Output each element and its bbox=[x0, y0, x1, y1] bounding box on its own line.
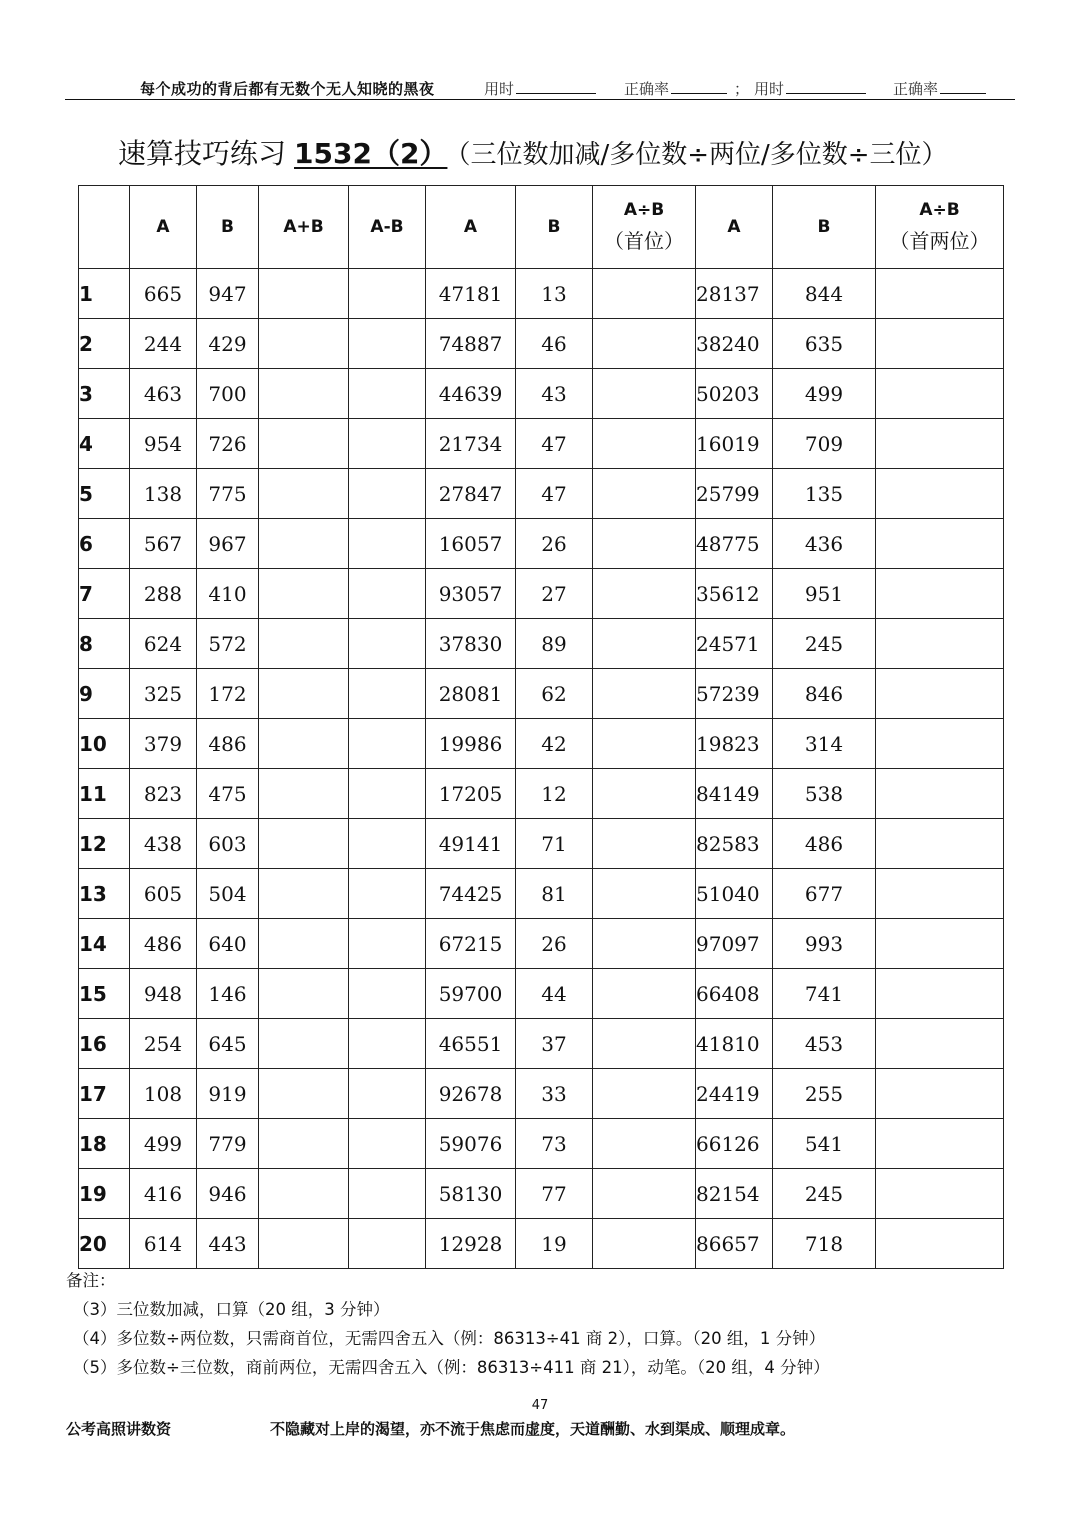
cell-a3: 66126 bbox=[696, 1119, 773, 1169]
table-row bbox=[79, 619, 1004, 669]
row-index: 5 bbox=[79, 469, 130, 519]
cell-a3: 38240 bbox=[696, 319, 773, 369]
cell-b2: 13 bbox=[516, 269, 593, 319]
row-index: 4 bbox=[79, 419, 130, 469]
table-row bbox=[79, 1019, 1004, 1069]
cell-a1: 948 bbox=[130, 969, 197, 1019]
practice-table bbox=[78, 185, 1004, 1269]
answer-sum[interactable] bbox=[259, 1119, 349, 1169]
cell-a3: 57239 bbox=[696, 669, 773, 719]
cell-b1: 779 bbox=[197, 1119, 259, 1169]
table-row bbox=[79, 469, 1004, 519]
answer-div-two[interactable] bbox=[876, 619, 1004, 669]
cell-b1: 410 bbox=[197, 569, 259, 619]
cell-a2: 59700 bbox=[426, 969, 516, 1019]
cell-b3: 951 bbox=[773, 569, 876, 619]
answer-div-first[interactable] bbox=[593, 769, 696, 819]
cell-a1: 665 bbox=[130, 269, 197, 319]
answer-div-first[interactable] bbox=[593, 319, 696, 369]
answer-sum[interactable] bbox=[259, 469, 349, 519]
cell-b3: 993 bbox=[773, 919, 876, 969]
time-blank-2[interactable] bbox=[786, 79, 866, 94]
header-b1: B bbox=[197, 186, 259, 269]
cell-a2: 12928 bbox=[426, 1219, 516, 1269]
cell-a2: 74887 bbox=[426, 319, 516, 369]
cell-b1: 475 bbox=[197, 769, 259, 819]
cell-a2: 21734 bbox=[426, 419, 516, 469]
answer-sum[interactable] bbox=[259, 1219, 349, 1269]
cell-b3: 541 bbox=[773, 1119, 876, 1169]
answer-div-two[interactable] bbox=[876, 719, 1004, 769]
cell-b3: 677 bbox=[773, 869, 876, 919]
cell-b3: 718 bbox=[773, 1219, 876, 1269]
answer-div-two[interactable] bbox=[876, 1169, 1004, 1219]
answer-sum[interactable] bbox=[259, 519, 349, 569]
cell-a1: 416 bbox=[130, 1169, 197, 1219]
answer-div-first[interactable] bbox=[593, 1119, 696, 1169]
row-index: 10 bbox=[79, 719, 130, 769]
answer-sum[interactable] bbox=[259, 619, 349, 669]
table-row bbox=[79, 269, 1004, 319]
cell-b2: 81 bbox=[516, 869, 593, 919]
answer-div-two[interactable] bbox=[876, 469, 1004, 519]
cell-b1: 429 bbox=[197, 319, 259, 369]
table-row bbox=[79, 969, 1004, 1019]
cell-a3: 24571 bbox=[696, 619, 773, 669]
answer-div-two[interactable] bbox=[876, 519, 1004, 569]
answer-diff[interactable] bbox=[349, 469, 426, 519]
answer-div-first[interactable] bbox=[593, 469, 696, 519]
cell-b2: 27 bbox=[516, 569, 593, 619]
table-row bbox=[79, 1069, 1004, 1119]
answer-diff[interactable] bbox=[349, 519, 426, 569]
row-index: 8 bbox=[79, 619, 130, 669]
answer-div-first[interactable] bbox=[593, 969, 696, 1019]
cell-a2: 27847 bbox=[426, 469, 516, 519]
header-rule bbox=[65, 99, 1015, 100]
row-index: 9 bbox=[79, 669, 130, 719]
cell-a1: 605 bbox=[130, 869, 197, 919]
answer-diff[interactable] bbox=[349, 369, 426, 419]
row-index: 1 bbox=[79, 269, 130, 319]
cell-b2: 77 bbox=[516, 1169, 593, 1219]
cell-b3: 436 bbox=[773, 519, 876, 569]
cell-b1: 947 bbox=[197, 269, 259, 319]
cell-a2: 19986 bbox=[426, 719, 516, 769]
answer-diff[interactable] bbox=[349, 869, 426, 919]
answer-div-two[interactable] bbox=[876, 269, 1004, 319]
answer-div-first[interactable] bbox=[593, 569, 696, 619]
answer-diff[interactable] bbox=[349, 719, 426, 769]
cell-a1: 438 bbox=[130, 819, 197, 869]
table-row bbox=[79, 1119, 1004, 1169]
header-a3: A bbox=[696, 186, 773, 269]
answer-div-two[interactable] bbox=[876, 769, 1004, 819]
row-index: 16 bbox=[79, 1019, 130, 1069]
answer-diff[interactable] bbox=[349, 1069, 426, 1119]
cell-a2: 93057 bbox=[426, 569, 516, 619]
title-number: 1532（2） bbox=[294, 137, 448, 170]
answer-sum[interactable] bbox=[259, 819, 349, 869]
cell-a3: 28137 bbox=[696, 269, 773, 319]
row-index: 11 bbox=[79, 769, 130, 819]
row-index: 13 bbox=[79, 869, 130, 919]
cell-b3: 709 bbox=[773, 419, 876, 469]
cell-b1: 726 bbox=[197, 419, 259, 469]
answer-sum[interactable] bbox=[259, 1169, 349, 1219]
table-row bbox=[79, 869, 1004, 919]
accuracy-field-1[interactable] bbox=[624, 78, 727, 99]
row-index: 12 bbox=[79, 819, 130, 869]
cell-b3: 486 bbox=[773, 819, 876, 869]
answer-diff[interactable] bbox=[349, 669, 426, 719]
cell-b3: 635 bbox=[773, 319, 876, 369]
cell-a1: 624 bbox=[130, 619, 197, 669]
row-index: 19 bbox=[79, 1169, 130, 1219]
cell-a3: 19823 bbox=[696, 719, 773, 769]
page-title bbox=[118, 132, 948, 172]
cell-a3: 25799 bbox=[696, 469, 773, 519]
cell-b3: 538 bbox=[773, 769, 876, 819]
cell-b3: 453 bbox=[773, 1019, 876, 1069]
accuracy-field-2[interactable] bbox=[893, 78, 986, 99]
answer-div-two[interactable] bbox=[876, 969, 1004, 1019]
table-row bbox=[79, 319, 1004, 369]
cell-a1: 486 bbox=[130, 919, 197, 969]
cell-a2: 17205 bbox=[426, 769, 516, 819]
separator: ； bbox=[734, 80, 750, 98]
cell-a3: 50203 bbox=[696, 369, 773, 419]
cell-b2: 71 bbox=[516, 819, 593, 869]
cell-a3: 97097 bbox=[696, 919, 773, 969]
cell-b2: 12 bbox=[516, 769, 593, 819]
cell-b2: 26 bbox=[516, 919, 593, 969]
table-row bbox=[79, 769, 1004, 819]
cell-a1: 823 bbox=[130, 769, 197, 819]
header-sum: A+B bbox=[259, 186, 349, 269]
cell-a1: 325 bbox=[130, 669, 197, 719]
cell-a1: 954 bbox=[130, 419, 197, 469]
answer-sum[interactable] bbox=[259, 1019, 349, 1069]
answer-div-first[interactable] bbox=[593, 669, 696, 719]
cell-a3: 51040 bbox=[696, 869, 773, 919]
page-header bbox=[0, 0, 1080, 104]
note-line-3: （5）多位数÷三位数，商前两位，无需四舍五入（例：86313÷411 商 21），动笔。（20 组，4 分钟） bbox=[73, 1358, 830, 1377]
table-row bbox=[79, 369, 1004, 419]
cell-b3: 844 bbox=[773, 269, 876, 319]
cell-b3: 255 bbox=[773, 1069, 876, 1119]
footer-author: 公考高照讲数资 bbox=[66, 1420, 172, 1438]
cell-b1: 572 bbox=[197, 619, 259, 669]
answer-div-first[interactable] bbox=[593, 869, 696, 919]
answer-div-first[interactable] bbox=[593, 419, 696, 469]
answer-diff[interactable] bbox=[349, 569, 426, 619]
answer-diff[interactable] bbox=[349, 619, 426, 669]
answer-div-two[interactable] bbox=[876, 919, 1004, 969]
cell-a3: 84149 bbox=[696, 769, 773, 819]
title-main: 速算技巧练习 bbox=[118, 137, 287, 170]
cell-b3: 245 bbox=[773, 619, 876, 669]
header-a2: A bbox=[426, 186, 516, 269]
cell-a2: 44639 bbox=[426, 369, 516, 419]
answer-sum[interactable] bbox=[259, 1069, 349, 1119]
answer-div-two[interactable] bbox=[876, 369, 1004, 419]
row-index: 14 bbox=[79, 919, 130, 969]
footer-slogan: 不隐藏对上岸的渴望，亦不流于焦虑而虚度，天道酬勤、水到渠成、顺理成章。 bbox=[270, 1420, 796, 1438]
title-subtitle: （三位数加减/多位数÷两位/多位数÷三位） bbox=[457, 140, 948, 170]
table-row bbox=[79, 919, 1004, 969]
answer-sum[interactable] bbox=[259, 419, 349, 469]
cell-a2: 37830 bbox=[426, 619, 516, 669]
cell-b1: 946 bbox=[197, 1169, 259, 1219]
row-index: 18 bbox=[79, 1119, 130, 1169]
answer-div-first[interactable] bbox=[593, 1019, 696, 1069]
header-row bbox=[79, 186, 1004, 269]
answer-div-first[interactable] bbox=[593, 1169, 696, 1219]
accuracy-label-2: 正确率 bbox=[893, 80, 939, 98]
answer-div-first[interactable] bbox=[593, 1069, 696, 1119]
header-diff: A-B bbox=[349, 186, 426, 269]
cell-b3: 846 bbox=[773, 669, 876, 719]
cell-a1: 567 bbox=[130, 519, 197, 569]
page-number: 47 bbox=[531, 1398, 549, 1413]
cell-a1: 463 bbox=[130, 369, 197, 419]
cell-b3: 135 bbox=[773, 469, 876, 519]
answer-div-two[interactable] bbox=[876, 569, 1004, 619]
cell-b2: 33 bbox=[516, 1069, 593, 1119]
cell-b1: 603 bbox=[197, 819, 259, 869]
cell-a3: 48775 bbox=[696, 519, 773, 569]
answer-diff[interactable] bbox=[349, 1119, 426, 1169]
cell-b2: 89 bbox=[516, 619, 593, 669]
cell-a2: 49141 bbox=[426, 819, 516, 869]
cell-b1: 504 bbox=[197, 869, 259, 919]
answer-div-first[interactable] bbox=[593, 619, 696, 669]
answer-sum[interactable] bbox=[259, 919, 349, 969]
cell-b2: 46 bbox=[516, 319, 593, 369]
answer-div-two[interactable] bbox=[876, 1119, 1004, 1169]
table-row bbox=[79, 719, 1004, 769]
cell-a1: 379 bbox=[130, 719, 197, 769]
accuracy-blank-2[interactable] bbox=[940, 79, 986, 94]
row-index: 15 bbox=[79, 969, 130, 1019]
cell-a1: 254 bbox=[130, 1019, 197, 1069]
table-row bbox=[79, 819, 1004, 869]
cell-b1: 700 bbox=[197, 369, 259, 419]
cell-a2: 28081 bbox=[426, 669, 516, 719]
cell-a2: 59076 bbox=[426, 1119, 516, 1169]
note-line-2: （4）多位数÷两位数，只需商首位，无需四舍五入（例：86313÷41 商 2），口算。（20 组，1 分钟） bbox=[73, 1329, 826, 1348]
cell-a3: 35612 bbox=[696, 569, 773, 619]
answer-diff[interactable] bbox=[349, 1219, 426, 1269]
table-row bbox=[79, 1169, 1004, 1219]
cell-a2: 46551 bbox=[426, 1019, 516, 1069]
answer-div-two[interactable] bbox=[876, 819, 1004, 869]
time-label-2: 用时 bbox=[754, 80, 785, 98]
cell-b1: 645 bbox=[197, 1019, 259, 1069]
header-div-first-bottom: （首位） bbox=[604, 229, 684, 253]
cell-b1: 172 bbox=[197, 669, 259, 719]
cell-a3: 86657 bbox=[696, 1219, 773, 1269]
header-div-two bbox=[876, 186, 1004, 269]
answer-div-first[interactable] bbox=[593, 819, 696, 869]
answer-div-first[interactable] bbox=[593, 369, 696, 419]
answer-sum[interactable] bbox=[259, 719, 349, 769]
cell-b1: 967 bbox=[197, 519, 259, 569]
answer-div-two[interactable] bbox=[876, 669, 1004, 719]
cell-b3: 245 bbox=[773, 1169, 876, 1219]
cell-a2: 16057 bbox=[426, 519, 516, 569]
header-b2: B bbox=[516, 186, 593, 269]
cell-a2: 74425 bbox=[426, 869, 516, 919]
table-row bbox=[79, 1219, 1004, 1269]
cell-b3: 741 bbox=[773, 969, 876, 1019]
cell-a3: 66408 bbox=[696, 969, 773, 1019]
cell-a3: 24419 bbox=[696, 1069, 773, 1119]
answer-diff[interactable] bbox=[349, 269, 426, 319]
header-a1: A bbox=[130, 186, 197, 269]
cell-b1: 146 bbox=[197, 969, 259, 1019]
cell-b1: 486 bbox=[197, 719, 259, 769]
notes-heading: 备注： bbox=[66, 1271, 116, 1290]
cell-b1: 443 bbox=[197, 1219, 259, 1269]
header-div-first bbox=[593, 186, 696, 269]
answer-sum[interactable] bbox=[259, 569, 349, 619]
answer-div-first[interactable] bbox=[593, 519, 696, 569]
time-blank-1[interactable] bbox=[516, 79, 596, 94]
time-label-1: 用时 bbox=[484, 80, 515, 98]
cell-a2: 67215 bbox=[426, 919, 516, 969]
cell-b1: 640 bbox=[197, 919, 259, 969]
answer-div-first[interactable] bbox=[593, 269, 696, 319]
cell-a1: 614 bbox=[130, 1219, 197, 1269]
cell-a2: 58130 bbox=[426, 1169, 516, 1219]
answer-sum[interactable] bbox=[259, 769, 349, 819]
answer-sum[interactable] bbox=[259, 669, 349, 719]
time-field-1[interactable] bbox=[484, 78, 596, 99]
cell-b3: 314 bbox=[773, 719, 876, 769]
table-row bbox=[79, 519, 1004, 569]
answer-diff[interactable] bbox=[349, 319, 426, 369]
answer-sum[interactable] bbox=[259, 969, 349, 1019]
cell-a2: 92678 bbox=[426, 1069, 516, 1119]
row-index: 17 bbox=[79, 1069, 130, 1119]
row-index: 6 bbox=[79, 519, 130, 569]
row-index: 7 bbox=[79, 569, 130, 619]
header-div-two-top: A÷B bbox=[919, 200, 960, 220]
answer-div-two[interactable] bbox=[876, 319, 1004, 369]
cell-a3: 41810 bbox=[696, 1019, 773, 1069]
cell-a3: 16019 bbox=[696, 419, 773, 469]
answer-diff[interactable] bbox=[349, 919, 426, 969]
table-row bbox=[79, 669, 1004, 719]
cell-a3: 82154 bbox=[696, 1169, 773, 1219]
answer-div-first[interactable] bbox=[593, 719, 696, 769]
answer-diff[interactable] bbox=[349, 1169, 426, 1219]
accuracy-label-1: 正确率 bbox=[624, 80, 670, 98]
header-motto: 每个成功的背后都有无数个无人知晓的黑夜 bbox=[140, 80, 435, 98]
cell-b2: 19 bbox=[516, 1219, 593, 1269]
row-index: 20 bbox=[79, 1219, 130, 1269]
answer-div-two[interactable] bbox=[876, 1069, 1004, 1119]
cell-b1: 919 bbox=[197, 1069, 259, 1119]
answer-div-first[interactable] bbox=[593, 1219, 696, 1269]
answer-diff[interactable] bbox=[349, 819, 426, 869]
cell-a1: 244 bbox=[130, 319, 197, 369]
row-index: 3 bbox=[79, 369, 130, 419]
answer-sum[interactable] bbox=[259, 369, 349, 419]
answer-div-two[interactable] bbox=[876, 1019, 1004, 1069]
table-row bbox=[79, 569, 1004, 619]
cell-a1: 288 bbox=[130, 569, 197, 619]
cell-b2: 47 bbox=[516, 419, 593, 469]
cell-b2: 37 bbox=[516, 1019, 593, 1069]
cell-a1: 499 bbox=[130, 1119, 197, 1169]
cell-b3: 499 bbox=[773, 369, 876, 419]
header-div-first-top: A÷B bbox=[623, 200, 665, 220]
accuracy-blank-1[interactable] bbox=[671, 79, 727, 94]
answer-diff[interactable] bbox=[349, 769, 426, 819]
cell-b2: 73 bbox=[516, 1119, 593, 1169]
answer-sum[interactable] bbox=[259, 319, 349, 369]
cell-a3: 82583 bbox=[696, 819, 773, 869]
time-field-2[interactable] bbox=[754, 78, 866, 99]
answer-sum[interactable] bbox=[259, 269, 349, 319]
answer-sum[interactable] bbox=[259, 869, 349, 919]
cell-b2: 26 bbox=[516, 519, 593, 569]
header-index bbox=[79, 186, 130, 269]
answer-div-two[interactable] bbox=[876, 1219, 1004, 1269]
answer-div-first[interactable] bbox=[593, 919, 696, 969]
header-div-two-bottom: （首两位） bbox=[889, 229, 990, 253]
row-index: 2 bbox=[79, 319, 130, 369]
header-b3: B bbox=[773, 186, 876, 269]
cell-b2: 43 bbox=[516, 369, 593, 419]
cell-b2: 44 bbox=[516, 969, 593, 1019]
cell-b1: 775 bbox=[197, 469, 259, 519]
cell-a1: 138 bbox=[130, 469, 197, 519]
answer-div-two[interactable] bbox=[876, 419, 1004, 469]
cell-b2: 47 bbox=[516, 469, 593, 519]
notes bbox=[66, 1266, 830, 1382]
cell-a1: 108 bbox=[130, 1069, 197, 1119]
cell-b2: 62 bbox=[516, 669, 593, 719]
answer-diff[interactable] bbox=[349, 969, 426, 1019]
answer-diff[interactable] bbox=[349, 419, 426, 469]
cell-a2: 47181 bbox=[426, 269, 516, 319]
table-row bbox=[79, 419, 1004, 469]
note-line-1: （3）三位数加减，口算（20 组，3 分钟） bbox=[73, 1300, 390, 1319]
cell-b2: 42 bbox=[516, 719, 593, 769]
answer-diff[interactable] bbox=[349, 1019, 426, 1069]
answer-div-two[interactable] bbox=[876, 869, 1004, 919]
